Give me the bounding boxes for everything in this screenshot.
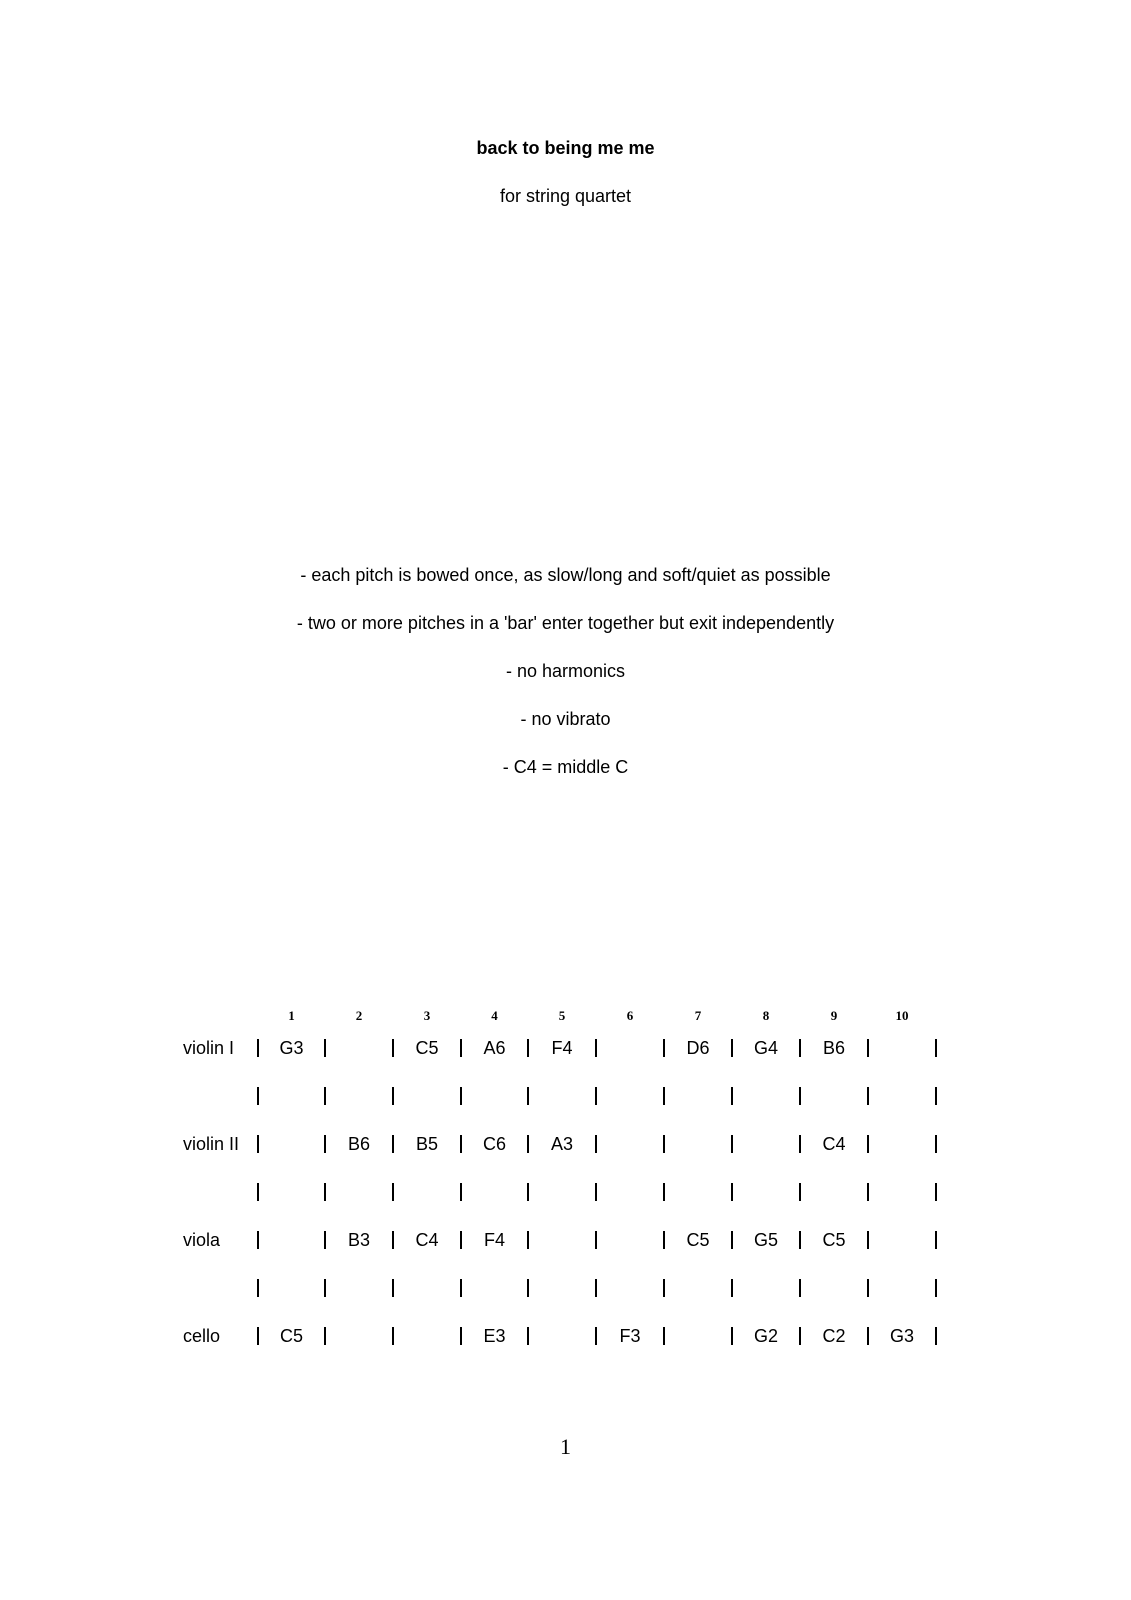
barline — [867, 1327, 869, 1345]
page-number: 1 — [560, 1434, 571, 1459]
pitch-cell: G3 — [279, 1038, 304, 1058]
barline — [799, 1183, 801, 1201]
barline — [731, 1135, 733, 1153]
barline — [257, 1279, 259, 1297]
barline — [867, 1039, 869, 1057]
barline — [935, 1135, 937, 1153]
barline — [731, 1279, 733, 1297]
barline — [595, 1327, 597, 1345]
bar-number: 5 — [558, 1008, 566, 1023]
barline — [392, 1135, 394, 1153]
pitch-cell: C5 — [279, 1326, 304, 1346]
barline — [392, 1231, 394, 1249]
barline — [324, 1087, 326, 1105]
barline — [257, 1183, 259, 1201]
pitch-cell: F4 — [483, 1230, 506, 1250]
barline — [527, 1135, 529, 1153]
barline — [663, 1183, 665, 1201]
bar-number: 7 — [694, 1008, 702, 1023]
pitch-cell: E3 — [483, 1326, 506, 1346]
barline — [324, 1231, 326, 1249]
barline — [867, 1279, 869, 1297]
bar-number: 2 — [355, 1008, 363, 1023]
bar-number: 4 — [491, 1008, 498, 1023]
barline — [799, 1279, 801, 1297]
barline — [257, 1039, 259, 1057]
pitch-cell: C6 — [482, 1134, 507, 1154]
barline — [663, 1279, 665, 1297]
barline — [663, 1327, 665, 1345]
bar-number: 10 — [895, 1008, 909, 1023]
barline — [392, 1279, 394, 1297]
bar-number: 3 — [423, 1008, 431, 1023]
pitch-cell: C2 — [822, 1326, 846, 1346]
pitch-cell: C5 — [822, 1230, 846, 1250]
bar-number: 8 — [762, 1008, 770, 1023]
barline — [527, 1327, 529, 1345]
pitch-cell: B3 — [347, 1230, 371, 1250]
barline — [867, 1231, 869, 1249]
instruction-line: - C4 = middle C — [502, 757, 629, 777]
instrument-label: violin I — [183, 1038, 235, 1058]
barline — [527, 1087, 529, 1105]
barline — [257, 1135, 259, 1153]
barline — [663, 1039, 665, 1057]
barline — [595, 1087, 597, 1105]
pitch-cell: C5 — [686, 1230, 710, 1250]
bar-number: 6 — [626, 1008, 634, 1023]
barline — [324, 1279, 326, 1297]
pitch-cell: B5 — [415, 1134, 439, 1154]
barline — [392, 1087, 394, 1105]
barline — [324, 1183, 326, 1201]
instrument-label: viola — [183, 1230, 221, 1250]
pitch-cell: G3 — [889, 1326, 915, 1346]
barline — [527, 1039, 529, 1057]
pitch-cell: F3 — [619, 1326, 641, 1346]
barline — [663, 1231, 665, 1249]
bar-number: 1 — [288, 1008, 295, 1023]
barline — [799, 1039, 801, 1057]
barline — [867, 1087, 869, 1105]
barline — [460, 1327, 462, 1345]
instruction-line: - each pitch is bowed once, as slow/long and soft/quiet as possible — [300, 565, 831, 585]
barline — [324, 1039, 326, 1057]
barline — [460, 1279, 462, 1297]
barline — [731, 1039, 733, 1057]
barline — [257, 1327, 259, 1345]
barline — [867, 1183, 869, 1201]
barline — [460, 1087, 462, 1105]
barline — [460, 1039, 462, 1057]
instruction-line: - two or more pitches in a 'bar' enter together but exit independently — [296, 613, 835, 633]
barline — [799, 1327, 801, 1345]
barline — [663, 1135, 665, 1153]
barline — [324, 1135, 326, 1153]
barline — [460, 1135, 462, 1153]
barline — [460, 1183, 462, 1201]
pitch-cell: C5 — [415, 1038, 439, 1058]
barline — [731, 1231, 733, 1249]
instruction-line: - no vibrato — [520, 709, 611, 729]
barline — [460, 1231, 462, 1249]
barline — [527, 1279, 529, 1297]
barline — [867, 1135, 869, 1153]
barline — [935, 1279, 937, 1297]
pitch-cell: B6 — [347, 1134, 371, 1154]
pitch-cell: D6 — [686, 1038, 710, 1058]
piece-subtitle: for string quartet — [499, 186, 632, 206]
barline — [935, 1183, 937, 1201]
pitch-cell: G2 — [753, 1326, 779, 1346]
instrument-label: cello — [183, 1326, 221, 1346]
instruction-line: - no harmonics — [505, 661, 626, 681]
bar-number: 9 — [830, 1008, 838, 1023]
barline — [799, 1087, 801, 1105]
barline — [257, 1231, 259, 1249]
barline — [257, 1087, 259, 1105]
barline — [935, 1231, 937, 1249]
barline — [392, 1183, 394, 1201]
barline — [799, 1135, 801, 1153]
piece-title: back to being me me — [476, 138, 655, 158]
barline — [935, 1327, 937, 1345]
barline — [595, 1279, 597, 1297]
barline — [595, 1183, 597, 1201]
barline — [731, 1183, 733, 1201]
barline — [799, 1231, 801, 1249]
barline — [595, 1039, 597, 1057]
barline — [392, 1327, 394, 1345]
barline — [731, 1327, 733, 1345]
barline — [392, 1039, 394, 1057]
pitch-cell: C4 — [822, 1134, 846, 1154]
instrument-label: violin II — [183, 1134, 240, 1154]
pitch-cell: F4 — [551, 1038, 573, 1058]
pitch-cell: G4 — [753, 1038, 779, 1058]
pitch-cell: A6 — [483, 1038, 506, 1058]
pitch-cell: B6 — [822, 1038, 846, 1058]
barline — [663, 1087, 665, 1105]
barline — [527, 1183, 529, 1201]
barline — [595, 1135, 597, 1153]
barline — [595, 1231, 597, 1249]
barline — [935, 1087, 937, 1105]
barline — [731, 1087, 733, 1105]
pitch-cell: G5 — [753, 1230, 779, 1250]
barline — [527, 1231, 529, 1249]
barline — [935, 1039, 937, 1057]
pitch-cell: A3 — [550, 1134, 574, 1154]
barline — [324, 1327, 326, 1345]
pitch-cell: C4 — [415, 1230, 439, 1250]
